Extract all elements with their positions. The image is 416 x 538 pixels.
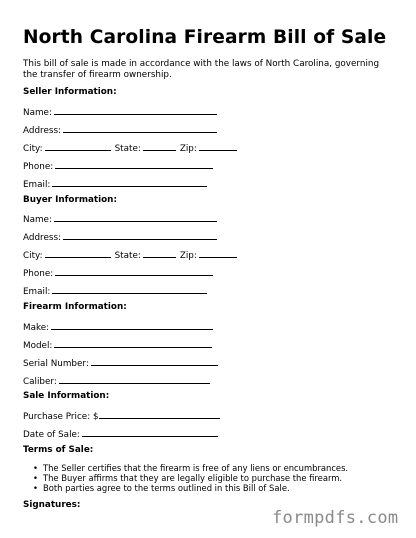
firearm-serial-line[interactable] <box>91 356 218 366</box>
seller-address-line[interactable] <box>63 123 217 133</box>
seller-name-label: Name: <box>23 108 52 118</box>
buyer-zip-label: Zip: <box>179 251 197 261</box>
seller-address-label: Address: <box>23 126 61 136</box>
seller-name-line[interactable] <box>54 105 217 115</box>
buyer-address-label: Address: <box>23 233 61 243</box>
firearm-make-line[interactable] <box>51 320 213 330</box>
seller-email-field[interactable] <box>23 177 207 191</box>
firearm-serial-label: Serial Number: <box>23 359 89 369</box>
buyer-zip-line[interactable] <box>199 248 237 258</box>
terms-heading: Terms of Sale: <box>23 445 94 455</box>
buyer-name-line[interactable] <box>54 212 217 222</box>
seller-state-line[interactable] <box>143 141 176 151</box>
buyer-email-field[interactable] <box>23 284 207 298</box>
sale-price-line[interactable] <box>99 409 220 419</box>
sale-date-label: Date of Sale: <box>23 430 80 440</box>
page-title: North Carolina Firearm Bill of Sale <box>23 27 387 48</box>
seller-city-label: City: <box>23 144 43 154</box>
firearm-caliber-field[interactable] <box>23 374 210 388</box>
terms-item: • Both parties agree to the terms outlined in this Bill of Sale. <box>33 483 348 493</box>
sale-heading: Sale Information: <box>23 391 110 401</box>
buyer-heading: Buyer Information: <box>23 195 117 205</box>
firearm-make-label: Make: <box>23 323 50 333</box>
seller-heading: Seller Information: <box>23 87 117 97</box>
buyer-name-label: Name: <box>23 215 52 225</box>
intro-paragraph: This bill of sale is made in accordance with the laws of North Carolina, governing the transfer of firearm ownership. <box>23 59 380 80</box>
firearm-serial-field[interactable] <box>23 356 218 370</box>
seller-state-label: State: <box>114 144 141 154</box>
terms-item: • The Buyer affirms that they are legally eligible to purchase the firearm. <box>33 473 348 483</box>
buyer-email-line[interactable] <box>52 284 207 294</box>
firearm-model-label: Model: <box>23 341 53 351</box>
seller-address-field[interactable] <box>23 123 217 137</box>
sale-date-line[interactable] <box>82 427 218 437</box>
seller-zip-line[interactable] <box>199 141 237 151</box>
terms-list <box>33 463 348 493</box>
seller-email-label: Email: <box>23 180 51 190</box>
buyer-email-label: Email: <box>23 287 51 297</box>
firearm-make-field[interactable] <box>23 320 213 334</box>
buyer-state-label: State: <box>114 251 141 261</box>
firearm-caliber-line[interactable] <box>59 374 210 384</box>
buyer-address-field[interactable] <box>23 230 217 244</box>
watermark-text: formpdfs.com <box>272 508 399 528</box>
buyer-city-label: City: <box>23 251 43 261</box>
signatures-heading: Signatures: <box>23 500 81 510</box>
seller-phone-line[interactable] <box>55 159 213 169</box>
seller-phone-label: Phone: <box>23 162 54 172</box>
seller-zip-label: Zip: <box>179 144 197 154</box>
firearm-model-field[interactable] <box>23 338 212 352</box>
seller-city-state-zip-field[interactable] <box>23 141 237 155</box>
seller-city-line[interactable] <box>45 141 111 151</box>
seller-phone-field[interactable] <box>23 159 213 173</box>
terms-item: • The Seller certifies that the firearm is free of any liens or encumbrances. <box>33 463 348 473</box>
sale-price-label: Purchase Price: $ <box>23 412 99 422</box>
buyer-city-state-zip-field[interactable] <box>23 248 237 262</box>
firearm-heading: Firearm Information: <box>23 302 127 312</box>
seller-name-field[interactable] <box>23 105 217 119</box>
buyer-phone-field[interactable] <box>23 266 213 280</box>
buyer-address-line[interactable] <box>63 230 217 240</box>
seller-email-line[interactable] <box>52 177 207 187</box>
sale-date-field[interactable] <box>23 427 218 441</box>
buyer-phone-label: Phone: <box>23 269 54 279</box>
buyer-name-field[interactable] <box>23 212 217 226</box>
buyer-phone-line[interactable] <box>55 266 213 276</box>
firearm-caliber-label: Caliber: <box>23 377 57 387</box>
firearm-model-line[interactable] <box>54 338 212 348</box>
sale-price-field[interactable] <box>23 409 220 423</box>
buyer-state-line[interactable] <box>143 248 176 258</box>
buyer-city-line[interactable] <box>45 248 111 258</box>
